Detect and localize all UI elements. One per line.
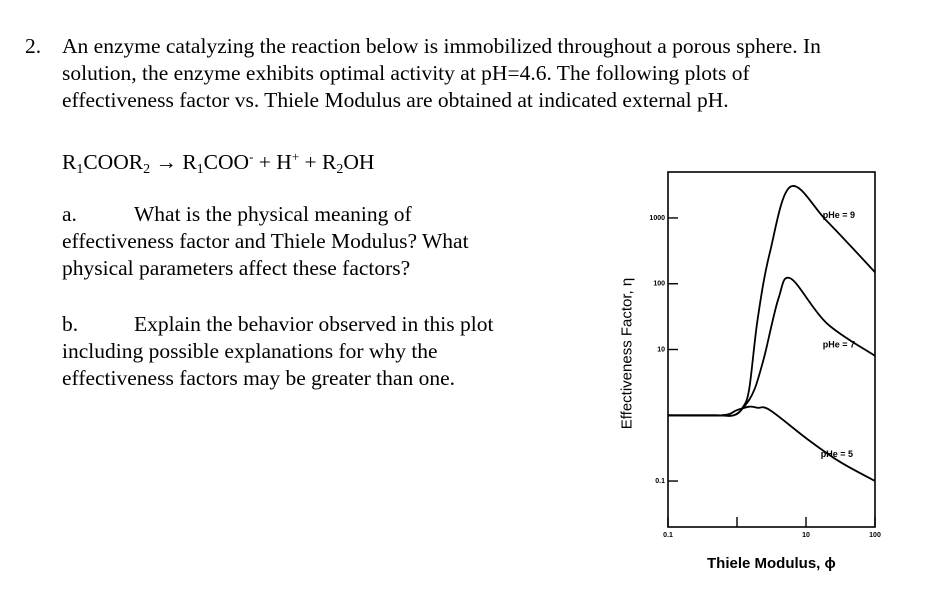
part-a-line-2: effectiveness factor and Thiele Modulus? What <box>62 229 469 253</box>
x-tick-label: 10 <box>802 532 810 539</box>
y-tick-label: 0.1 <box>655 478 665 486</box>
series-label: pHe = 5 <box>820 448 853 459</box>
part-a-label: a. <box>62 202 77 226</box>
y-axis-label: Effectiveness Factor, η <box>618 277 636 430</box>
effectiveness-plot <box>600 160 900 545</box>
reaction-arrow: → <box>150 150 183 174</box>
series-line-2 <box>668 407 875 481</box>
part-a-line-3: physical parameters affect these factors? <box>62 256 411 280</box>
series-label: pHe = 9 <box>822 209 856 220</box>
question-line-1: An enzyme catalyzing the reaction below is immobilized throughout a porous sphere. In <box>62 34 821 58</box>
reaction-equation: $R_1COOR_2 \to R_1COO^- + H^+ + R_2OH$ <box>62 149 375 177</box>
question-line-3: effectiveness factor vs. Thiele Modulus are obtained at indicated external pH. <box>62 88 729 112</box>
part-b-line-3: effectiveness factors may be greater than one. <box>62 366 455 390</box>
part-b-line-1: Explain the behavior observed in this plot <box>134 312 494 336</box>
series-line-0 <box>668 186 875 416</box>
y-tick-label: 10 <box>657 346 665 354</box>
part-a-line-1: What is the physical meaning of <box>134 202 412 226</box>
y-tick-label: 1000 <box>649 214 665 222</box>
question-number: 2. <box>25 34 42 58</box>
y-tick-label: 100 <box>653 280 665 288</box>
x-tick-label: 100 <box>869 532 881 539</box>
question-line-2: solution, the enzyme exhibits optimal activity at pH=4.6. The following plots of <box>62 61 750 85</box>
series-label: pHe = 7 <box>822 339 856 350</box>
part-b-label: b. <box>62 312 79 336</box>
x-axis-label: Thiele Modulus, ϕ <box>707 555 836 572</box>
part-b-line-2: including possible explanations for why the <box>62 339 438 363</box>
x-tick-label: 0.1 <box>663 532 673 539</box>
plot-frame <box>668 172 875 527</box>
